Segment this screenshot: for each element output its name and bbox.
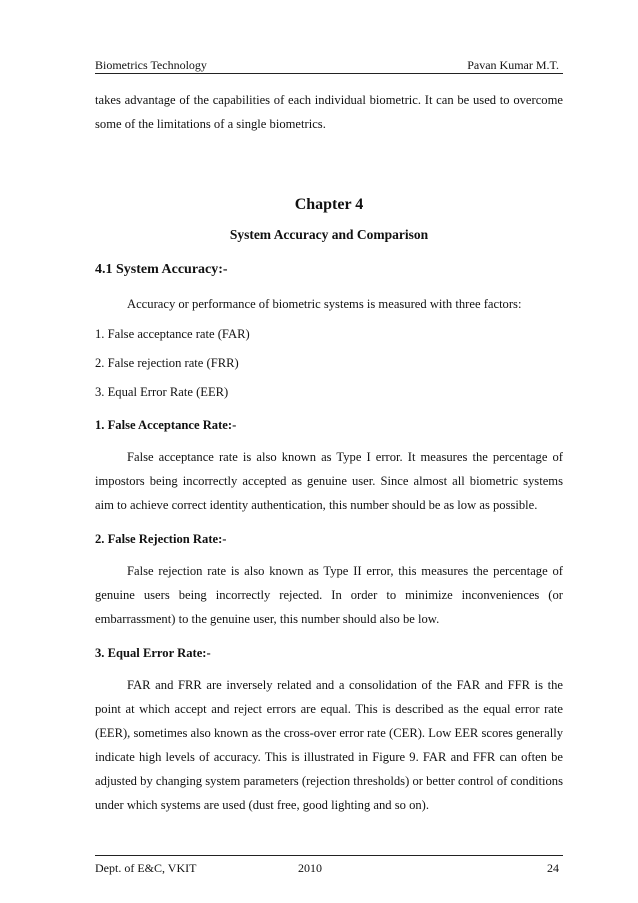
subsection-text-frr: False rejection rate is also known as Type II error, this measures the percentage of genuine users being incorrectly rejected. In order to minimize inconveniences (or embarrassment) to the genuine user, this number should also be low. <box>95 564 563 626</box>
section-title: 4.1 System Accuracy:- <box>95 262 228 277</box>
section-intro: Accuracy or performance of biometric systems is measured with three factors: <box>127 297 522 311</box>
subsection-title-eer: 3. Equal Error Rate:- <box>95 646 211 660</box>
page-header <box>95 55 563 74</box>
factor-item: 1. False acceptance rate (FAR) <box>95 327 250 341</box>
chapter-title: Chapter 4 <box>294 196 364 213</box>
subsection-title-frr: 2. False Rejection Rate:- <box>95 532 227 546</box>
page-number: 24 <box>547 861 559 875</box>
header-title: Biometrics Technology <box>95 58 207 72</box>
document-page <box>95 0 563 903</box>
subsection-title-far: 1. False Acceptance Rate:- <box>95 418 237 432</box>
footer-year: 2010 <box>298 861 322 875</box>
intro-paragraph: takes advantage of the capabilities of each individual biometric. It can be used to overcome some of the limitations of a single biometrics. <box>95 93 563 131</box>
subsection-text-eer: FAR and FRR are inversely related and a consolidation of the FAR and FFR is the point at which accept and reject errors are equal. This is described as the equal error rate (EER), sometimes also known as the cross-over error rate (CER). Low EER scores generally indicate high levels of accuracy. This is illustrated in Figure 9. FAR and FFR can often be adjusted by changing system parameters (rejection thresholds) or better control of conditions under which systems are used (dust free, good lighting and so on). <box>95 678 563 812</box>
page-footer <box>95 855 563 878</box>
subsection-text-far: False acceptance rate is also known as Type I error. It measures the percentage of impostors being incorrectly accepted as genuine user. Since almost all biometric systems aim to achieve correct identity authentication, this number should be as low as possible. <box>95 450 563 512</box>
factor-item: 3. Equal Error Rate (EER) <box>95 385 229 399</box>
page-body <box>95 88 563 817</box>
chapter-subtitle: System Accuracy and Comparison <box>229 227 429 242</box>
footer-department: Dept. of E&C, VKIT <box>95 861 197 875</box>
header-author: Pavan Kumar M.T. <box>467 58 559 72</box>
factor-item: 2. False rejection rate (FRR) <box>95 356 239 370</box>
